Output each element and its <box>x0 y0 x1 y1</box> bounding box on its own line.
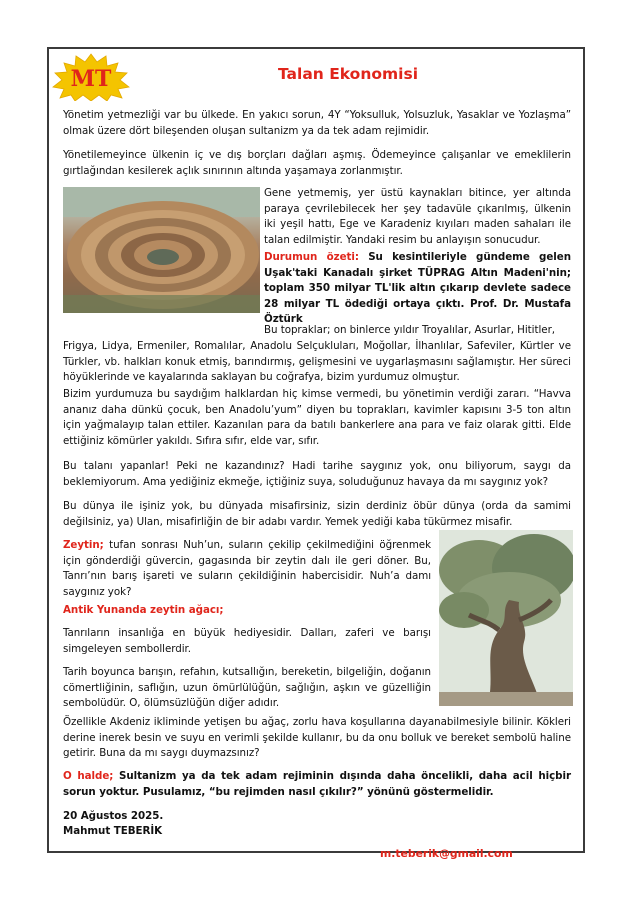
paragraph-3: Gene yetmemiş, yer üstü kaynakları bitince, yer altında paraya çevrilebilecek her şey tadavüle çıkarılmış, ülkenin iki yeşil hattı, Ege ve Karadeniz kıyıları maden sahaları ile talan edilmiştir. Yandaki resim bu anlayışın sonucudur. <box>264 187 571 246</box>
paragraph-1: Yönetim yetmezliği var bu ülkede. En yakıcı sorun, 4Y “Yoksulluk, Yolsuzluk, Yasaklar ve Yozlaşma” olmak üzere dört bileşenden oluşan sultanizm ya da tek adam rejimidir. <box>63 109 571 137</box>
olive-tree-image <box>439 530 573 706</box>
logo-text: MT <box>70 66 112 92</box>
page-title: Talan Ekonomisi <box>277 65 419 83</box>
paragraph-11: Tanrıların insanlığa en büyük hediyesidir. Dalları, zaferi ve barışı simgeleyen sembollerdir. <box>63 627 431 655</box>
paragraph-4 <box>264 250 571 328</box>
paragraph-6: Bizim yurdumuza bu saydığım halklardan hiç kimse vermedi, bu yönetimin verdiği zararı. “Havva ananız daha dünkü çocuk, ben Anadolu’yum” diyen bu toprakları, kavimler kapısını 3-5 ton altın için yağmalayıp talan ettiler. Kazanılan para da batılı bankerlere ana para ve faiz olarak gitti. Elde ettiğiniz kömürler yakıldı. Sıfıra sıfır, elde var, sıfır. <box>63 388 571 447</box>
conclusion-label: O halde; <box>63 770 114 782</box>
olive-text: tufan sonrası Nuh’un, suların çekilip çekilmediğini öğrenmek için gönderdiği güvercin, gagasında bir zeytin dalı ile geri döner. Bu, Tanrı’nın barış işareti ve suların çekildiğinin habercisidir. Nuh’a damı saygınız yok? <box>63 539 431 598</box>
paragraph-9 <box>63 538 431 600</box>
paragraph-7: Bu talanı yapanlar! Peki ne kazandınız? Hadi tarihe saygınız yok, onu biliyorum, saygı da beklemiyorum. Ama yediğiniz ekmeğe, içtiğiniz suya, soluduğunuz havaya da mı saygınız yok? <box>63 460 571 488</box>
conclusion-text: Sultanizm ya da tek adam rejiminin dışında daha öncelikli, daha acil hiçbir sorun yoktur. Pusulamız, “bu rejimden nasıl çıkılır?” yönünü göstermelidir. <box>63 770 572 798</box>
paragraph-5-start: Bu topraklar; on binlerce yıldır Troyalılar, Asurlar, Hititler, <box>264 324 555 336</box>
author-name: Mahmut TEBERİK <box>63 825 163 837</box>
paragraph-8: Bu dünya ile işiniz yok, bu dünyada misafirsiniz, sizin derdiniz öbür dünya (orda da samimi değilsiniz, ya) Ulan, misafirliğin de bir adabı vardır. Yemek yediği kaba tükürmez misafir. <box>63 500 571 528</box>
paragraph-14 <box>63 769 571 800</box>
date: 20 Ağustos 2025. <box>63 810 164 822</box>
olive-label: Zeytin; <box>63 539 104 551</box>
paragraph-2: Yönetilemeyince ülkenin iç ve dış borçları dağları aşmış. Ödemeyince çalışanlar ve emeklilerin gırtlağından kesilerek açlık sınırının altında yaşamaya zorlanmıştır. <box>63 149 571 177</box>
mine-illustration <box>63 187 260 313</box>
antique-greece-heading: Antik Yunanda zeytin ağacı; <box>63 604 224 616</box>
summary-label: Durumun özeti: <box>264 251 359 263</box>
summary-text: Su kesintileriyle gündeme gelen Uşak'taki Kanadalı şirket TÜPRAG Altın Madeni'nin; toplam 350 milyar TL'lik altın çıkarıp devlete sadece 28 milyar TL ödediği ortaya çıktı. Prof. Dr. Mustafa Öztürk <box>264 251 571 326</box>
author-email[interactable]: m.teberik@gmail.com <box>380 847 513 860</box>
paragraph-5: Frigya, Lidya, Ermeniler, Romalılar, Anadolu Selçukluları, Moğollar, İlhanlılar, Safeviler, Kürtler ve Türkler, vb. halkları konuk etmiş, barındırmış, gelişmesini ve uygarlaşmasını sağlamıştır. Her süreci höyüklerinde ve kayalarında saklayan bu coğrafya, bizim yurdumuz olmuştur. <box>63 340 571 384</box>
olive-tree-illustration <box>439 530 573 706</box>
paragraph-12: Tarih boyunca barışın, refahın, kutsallığın, bereketin, bilgeliğin, doğanın cömertliğinin, saflığın, uzun ömürlülüğün, sağlığın, aşkın ve güzelliğin sembolüdür. O, ölümsüzlüğün diğer adıdır. <box>63 666 431 710</box>
paragraph-13: Özellikle Akdeniz ikliminde yetişen bu ağaç, zorlu hava koşullarına dayanabilmesiyle bilinir. Kökleri derine inerek besin ve suyu en verimli şekilde kullanır, bu da onu bolluk ve bereket sembolü haline getirir. Buna da mı saygı duymazsınız? <box>63 716 571 760</box>
open-pit-mine-image <box>63 187 260 313</box>
